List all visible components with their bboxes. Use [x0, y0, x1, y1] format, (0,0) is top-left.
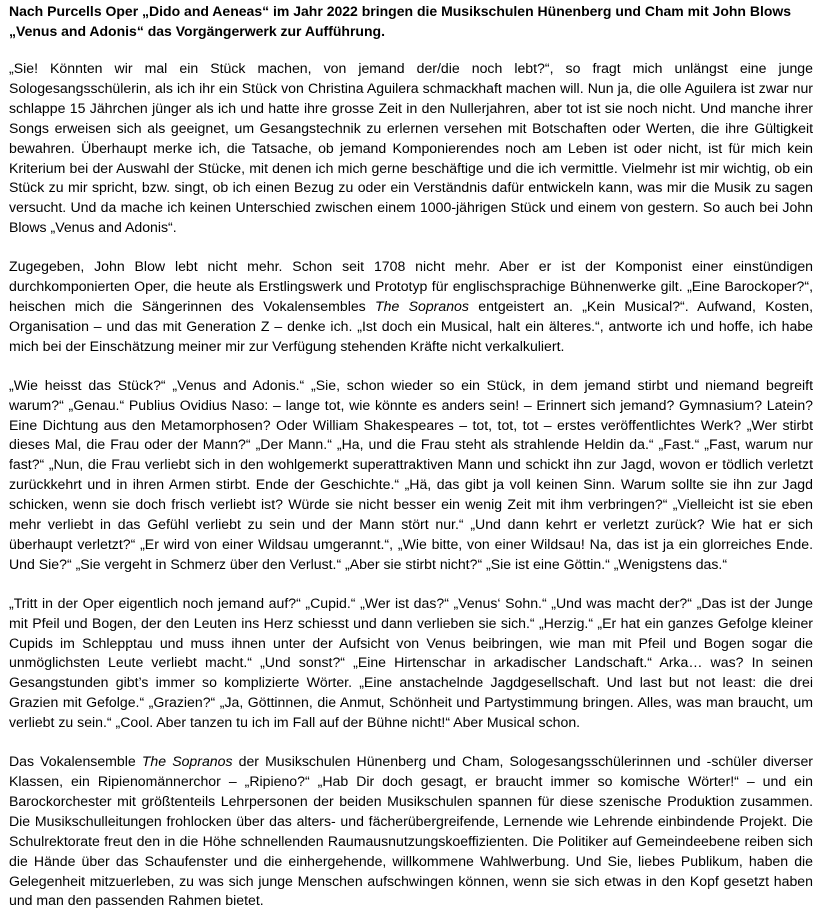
- paragraph-2: [9, 257, 813, 357]
- document-body: [9, 59, 813, 911]
- paragraph-5: [9, 752, 813, 911]
- paragraph-text: Das Vokalensemble: [9, 753, 142, 770]
- paragraph-text: entgeistert an. „Kein Musical?“. Aufwand, Kosten, Organisation – und das mit Generation Z – denke ich. „Ist doch ein Musical, halt ein älteres.“, antworte ich und hoffe, ich habe mich bei der Einschätzung meiner mir zur Verfügung stehenden Kräfte nicht verkalkuliert.: [9, 297, 814, 354]
- ensemble-name-italic: The Sopranos: [375, 297, 469, 314]
- paragraph-3: [9, 376, 813, 575]
- paragraph-text: „Wie heisst das Stück?“ „Venus and Adonis.“ „Sie, schon wieder so ein Stück, in dem jemand stirbt und niemand begreift warum?“ „Genau.“ Publius Ovidius Naso: – lange tot, wie könnte es anders sein! – Erinnert sich jemand? Gymnasium? Latein? Eine Dichtung aus den Metamorphosen? Oder William Shakespeares – tot, tot, tot – erstes veröffentlichtes Werk? „Wer stirbt dieses Mal, die Frau oder der Mann?“ „Der Mann.“ „Ha, und die Frau steht als strahlende Heldin da.“ „Fast.“ „Fast, warum nur fast?“ „Nun, die Frau verliebt sich in den wohlgemerkt superattraktiven Mann und schickt ihn zur Jagd, wovon er tödlich verletzt zurückkehrt und in ihren Armen stirbt. Ende der Geschichte.“ „Hä, das gibt ja voll keinen Sinn. Warum sollte sie ihn zur Jagd schicken, wenn sie doch frisch verliebt ist? Würde sie nicht besser ein wenig Zeit mit ihm verbringen?“ „Vielleicht ist sie eben mehr verliebt in das Gefühl verliebt zu sein und der Mann stört nur.“ „Und dann kehrt er verletzt zurück? Wie hat er sich überhaupt verletzt?“ „Er wird von einer Wildsau umgerannt.“, „Wie bitte, von einer Wildsau! Na, das ist ja ein glorreiches Ende. Und Sie?“ „Sie vergeht in Schmerz über den Verlust.“ „Aber sie stirbt nicht?“ „Sie ist eine Göttin.“ „Wenigstens das.“: [9, 376, 813, 572]
- paragraph-text: „Tritt in der Oper eigentlich noch jemand auf?“ „Cupid.“ „Wer ist das?“ „Venus‘ Sohn.“ „Und was macht der?“ „Das ist der Junge mit Pfeil und Bogen, der den Leuten ins Herz schiesst und dann verlieben sie sich.“ „Herzig.“ „Er hat ein ganzes Gefolge kleiner Cupids im Schlepptau und muss ihnen unter der Aufsicht von Venus beibringen, wie man mit Pfeil und Bogen sogar die unmöglichsten Leute verliebt macht.“ „Und sonst?“ „Eine Hirtenschar in arkadischer Landschaft.“ Arka… was? In seinen Gesangstunden gibt’s immer so komplizierte Wörter. „Eine anstachelnde Jagdgesellschaft. Und last but not least: die drei Grazien mit Gefolge.“ „Grazien?“ „Ja, Göttinnen, die Anmut, Schönheit und Partystimmung bringen. Alles, was man braucht, um verliebt zu sein.“ „Cool. Aber tanzen tu ich im Fall auf der Bühne nicht!“ Aber Musical schon.: [9, 594, 813, 731]
- paragraph-text: Zugegeben, John Blow lebt nicht mehr. Schon seit 1708 nicht mehr. Aber er ist der Komponist einer einstündigen durchkomponierten Oper, die heute als Erstlingswerk und Prototyp für englischsprachige Bühnenwerke gilt. „Eine Barockoper?“, heischen mich die Sängerinnen des Vokalensembles: [9, 258, 813, 314]
- paragraph-text: „Sie! Könnten wir mal ein Stück machen, von jemand der/die noch lebt?“, so fragt mich unlängst eine junge Sologesangsschülerin, als ich ihr ein Stück von Christina Aguilera schmackhaft machen will. Nun ja, die olle Aguilera ist zwar nur schlappe 15 Jährchen jünger als ich und hatte ihre grosse Zeit in den Nullerjahren, aber tot ist sie noch nicht. Und manche ihrer Songs erweisen sich als geeignet, um Gesangstechnik zu erlernen versehen mit Botschaften oder Werten, die ihre Gültigkeit bewahren. Überhaupt merke ich, die Tatsache, ob jemand Komponierendes noch am Leben ist oder nicht, ist für mich kein Kriterium bei der Auswahl der Stücke, mit denen ich mich gerne beschäftige und die ich vermittle. Vielmehr ist mir wichtig, ob ein Stück zu mir spricht, bzw. singt, ob ich einen Bezug zu oder ein Verständnis dafür entwickeln kann, was mir die Musik zu sagen versucht. Und da mache ich keinen Unterschied zwischen einem 1000-jährigen Stück und einem von gestern. So auch bei John Blows „Venus and Adonis“.: [9, 60, 813, 236]
- ensemble-name-italic: The Sopranos: [141, 753, 233, 770]
- paragraph-4: [9, 594, 813, 733]
- document-headline: Nach Purcells Oper „Dido and Aeneas“ im Jahr 2022 bringen die Musikschulen Hünenberg und Cham mit John Blows „Venus and Adonis“ das Vorgängerwerk zur Aufführung.: [9, 3, 792, 39]
- paragraph-1: [9, 59, 813, 238]
- paragraph-text: der Musikschulen Hünenberg und Cham, Sologesangsschülerinnen und -schüler diverser Klassen, ein Ripienomännerchor – „Ripieno?“ „Hab Dir doch gesagt, er braucht immer so komische Wörter!“ – und ein Barockorchester mit größtenteils Lehrpersonen der beiden Musikschulen spannen für diese szenische Produktion zusammen. Die Musikschulleitungen frohlocken über das alters- und fächerübergreifende, Lernende wie Lehrende einbindende Projekt. Die Schulrektorate freut den in die Höhe schnellenden Raumausnutzungskoeffizienten. Die Politiker auf Gemeindeebene reiben sich die Hände über das Schaufenster und die einhergehende, willkommene Wahlwerbung. Und Sie, liebes Publikum, haben die Gelegenheit mitzuerleben, zu was sich junge Menschen aufschwingen können, wenn sie sich etwas in den Kopf gesetzt haben und man den passenden Rahmen bietet.: [9, 753, 813, 909]
